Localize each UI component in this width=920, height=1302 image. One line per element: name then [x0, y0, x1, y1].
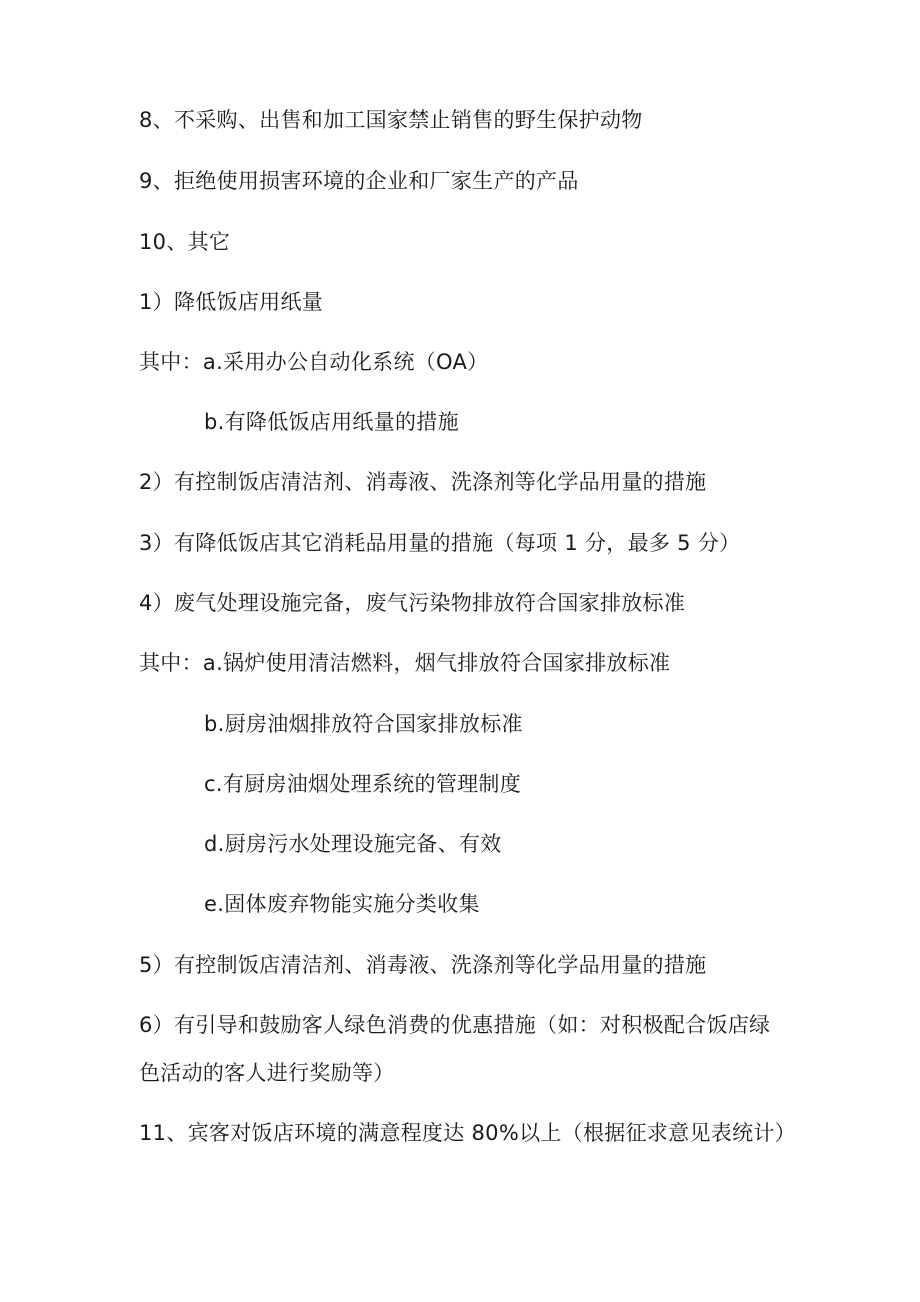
- subitem-6-continued: 色活动的客人进行奖励等）: [139, 1061, 395, 1085]
- subitem-5: 5）有控制饭店清洁剂、消毒液、洗涤剂等化学品用量的措施: [139, 953, 707, 977]
- subitem-1-b: b.有降低饭店用纸量的措施: [204, 410, 459, 434]
- subitem-3: 3）有降低饭店其它消耗品用量的措施（每项 1 分，最多 5 分）: [139, 531, 741, 555]
- subitem-6: 6）有引导和鼓励客人绿色消费的优惠措施（如：对积极配合饭店绿: [139, 1013, 771, 1037]
- subitem-1: 1）降低饭店用纸量: [139, 290, 324, 314]
- item-9: 9、拒绝使用损害环境的企业和厂家生产的产品: [139, 169, 579, 193]
- item-11: 11、宾客对饭店环境的满意程度达 80%以上（根据征求意见表统计）: [139, 1121, 796, 1145]
- subitem-4-d: d.厨房污水处理设施完备、有效: [204, 832, 502, 856]
- subitem-4-c: c.有厨房油烟处理系统的管理制度: [204, 772, 522, 796]
- subitem-4-e: e.固体废弃物能实施分类收集: [204, 892, 480, 916]
- subitem-1-a: 其中：a.采用办公自动化系统（OA）: [139, 350, 489, 374]
- subitem-2: 2）有控制饭店清洁剂、消毒液、洗涤剂等化学品用量的措施: [139, 470, 707, 494]
- subitem-4-a: 其中：a.锅炉使用清洁燃料，烟气排放符合国家排放标准: [139, 651, 671, 675]
- subitem-4: 4）废气处理设施完备，废气污染物排放符合国家排放标准: [139, 591, 686, 615]
- item-10-heading: 10、其它: [139, 230, 231, 254]
- subitem-4-b: b.厨房油烟排放符合国家排放标准: [204, 712, 523, 736]
- item-8: 8、不采购、出售和加工国家禁止销售的野生保护动物: [139, 108, 643, 132]
